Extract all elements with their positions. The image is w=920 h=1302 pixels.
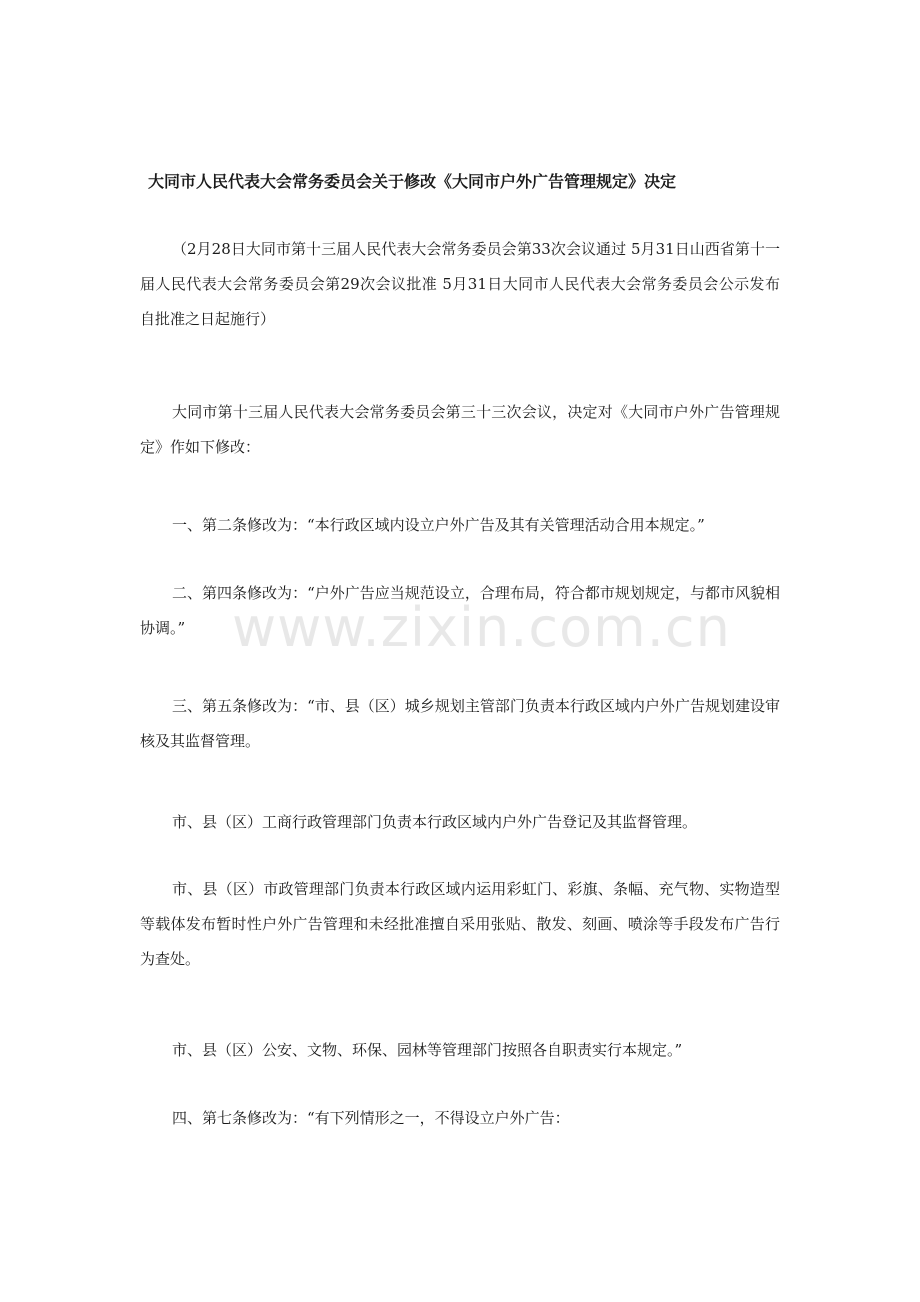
enactment-note: （2月28日大同市第十三届人民代表大会常务委员会第33次会议通过 5月31日山西省第十一届人民代表大会常务委员会第29次会议批准 5月31日大同市人民代表大会常务委员会公示发布 自批准之日起施行）: [140, 240, 780, 328]
paragraph-intro: 大同市第十三届人民代表大会常务委员会第三十三次会议，决定对《大同市户外广告管理规定》作如下修改：: [140, 403, 780, 456]
paragraph-amendment-4: 四、第七条修改为：“有下列情形之一，不得设立户外广告：: [172, 1109, 570, 1127]
paragraph-amendment-1: 一、第二条修改为：“本行政区域内设立户外广告及其有关管理活动合用本规定。”: [172, 516, 705, 534]
paragraph-amendment-3-sub-3: 市、县（区）公安、文物、环保、园林等管理部门按照各自职责实行本规定。”: [172, 1041, 683, 1059]
paragraph-amendment-2: 二、第四条修改为：“户外广告应当规范设立，合理布局，符合都市规划规定，与都市风貌相协调。”: [140, 584, 780, 637]
document-title: 大同市人民代表大会常务委员会关于修改《大同市户外广告管理规定》决定: [148, 172, 677, 191]
paragraph-amendment-3-sub-2: 市、县（区）市政管理部门负责本行政区域内运用彩虹门、彩旗、条幅、充气物、实物造型等载体发布暂时性户外广告管理和未经批准擅自采用张贴、散发、刻画、喷涂等手段发布广告行为查处。: [140, 880, 780, 968]
paragraph-amendment-3: 三、第五条修改为：“市、县（区）城乡规划主管部门负责本行政区域内户外广告规划建设审核及其监督管理。: [140, 697, 780, 750]
watermark-text: www.zixin.com.cn: [232, 596, 731, 659]
paragraph-amendment-3-sub-1: 市、县（区）工商行政管理部门负责本行政区域内户外广告登记及其监督管理。: [172, 813, 698, 831]
